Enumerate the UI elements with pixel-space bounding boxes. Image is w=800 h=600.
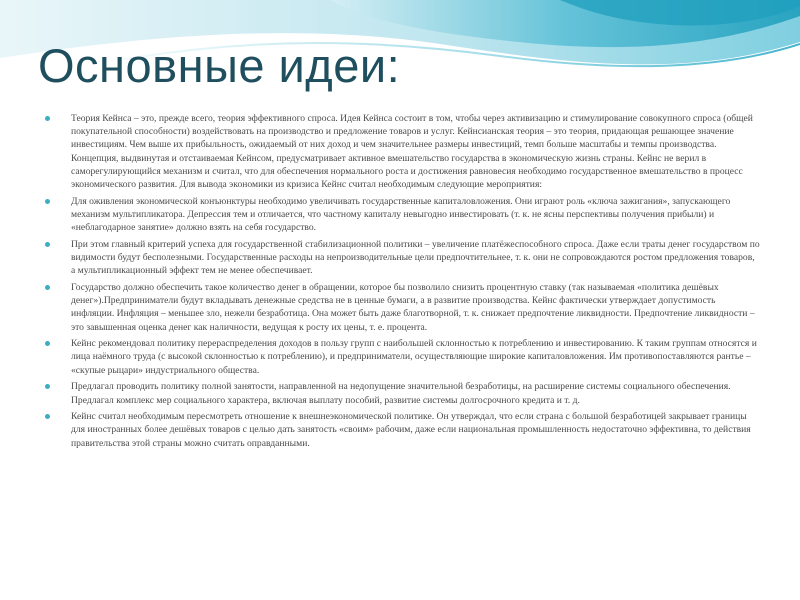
bullet-dot-icon	[45, 116, 50, 121]
bullet-dot-icon	[45, 384, 50, 389]
bullet-item	[44, 410, 760, 450]
bullet-item	[44, 380, 760, 406]
bullet-text: Кейнс считал необходимым пересмотреть отношение к внешнеэкономической политике. Он утверждал, что если страна с большой безработицей закрывает границы для иностранных более дешёвых товаров с целью дать занятость «своим» рабочим, даже если национальная промышленность недостаточно эффективна, то действия правительства этой страны можно считать оправданными.	[71, 411, 751, 449]
bullet-text: При этом главный критерий успеха для государственной стабилизационной политики – увеличение платёжеспособного спроса. Даже если траты денег государством по видимости будут бесполезными. Государственные расходы на непроизводительные цели предпочтительнее, т. к. они не сопровождаются ростом предложения товаров, а мультипликационный эффект тем не менее обеспечивает.	[71, 238, 760, 277]
bullet-item	[44, 112, 760, 191]
bullet-dot-icon	[45, 242, 50, 247]
bullet-item	[44, 337, 760, 377]
bullet-text: Кейнс рекомендовал политику перераспределения доходов в пользу групп с наибольшей склонностью к потреблению и инвестированию. К таким группам относятся и лица наёмного труда (с высокой склонностью к потреблению), и предприниматели, осуществляющие широкие капиталовложения. Им противопоставляются рантье – «скупые рыцари» индустриального общества.	[71, 338, 757, 376]
bullet-dot-icon	[45, 199, 50, 204]
bullet-text: Государство должно обеспечить такое количество денег в обращении, которое бы позволило снизить процентную ставку (так называемая «политика дешёвых денег»).Предприниматели будут вкладывать денежные средства не в ценные бумаги, а в развитие производства. Кейнс фактически утверждает допустимость инфляции. Инфляция – меньшее зло, нежели безработица. Она может быть даже благотворной, т. к. снижает предпочтение ликвидности. Предпочтение ликвидности – это завышенная оценка денег как наличности, ведущая к росту их цены, т. е. процента.	[71, 281, 755, 333]
bullet-text: Для оживления экономической конъюнктуры необходимо увеличивать государственные капиталовложения. Они играют роль «ключа зажигания», запускающего механизм мультипликатора. Депрессия тем и отличается, что частному капиталу невыгодно инвестировать (т. к. не ясны перспективы получения прибыли) и «неблагодарное занятие» должно взять на себя государство.	[71, 195, 731, 234]
bullet-dot-icon	[45, 341, 50, 346]
slide-title: Основные идеи:	[38, 39, 401, 92]
bullet-item	[44, 238, 760, 278]
bullet-dot-icon	[45, 285, 50, 290]
bullet-text: Предлагал проводить политику полной занятости, направленной на недопущение значительной безработицы, на расширение системы социального обеспечения. Предлагал комплекс мер социального характера, включая выплату пособий, развитие системы долгосрочного кредита и т. д.	[71, 381, 731, 406]
bullet-list	[44, 112, 760, 453]
bullet-dot-icon	[45, 414, 50, 419]
bullet-item	[44, 281, 760, 334]
bullet-item	[44, 195, 760, 235]
bullet-text: Теория Кейнса – это, прежде всего, теория эффективного спроса. Идея Кейнса состоит в том, чтобы через активизацию и стимулирование совокупного спроса (общей покупательной способности) воздействовать на производство и предложение товаров и услуг. Кейнсианская теория – это теория, придающая решающее значение инвестициям. Чем выше их прибыльность, ожидаемый от них доход и чем значительнее размеры инвестиций, темп больше масштабы и темпы производства. Концепция, выдвинутая и отстаиваемая Кейнсом, предусматривает активное вмешательство государства в экономическую жизнь страны. Кейнс не верил в саморегулирующийся механизм и считал, что для обеспечения нормального роста и достижения равновесия необходимо государственное вмешательство в процесс экономического развития. Для вывода экономики из кризиса Кейнс считал необходимым следующие мероприятия:	[71, 113, 753, 191]
